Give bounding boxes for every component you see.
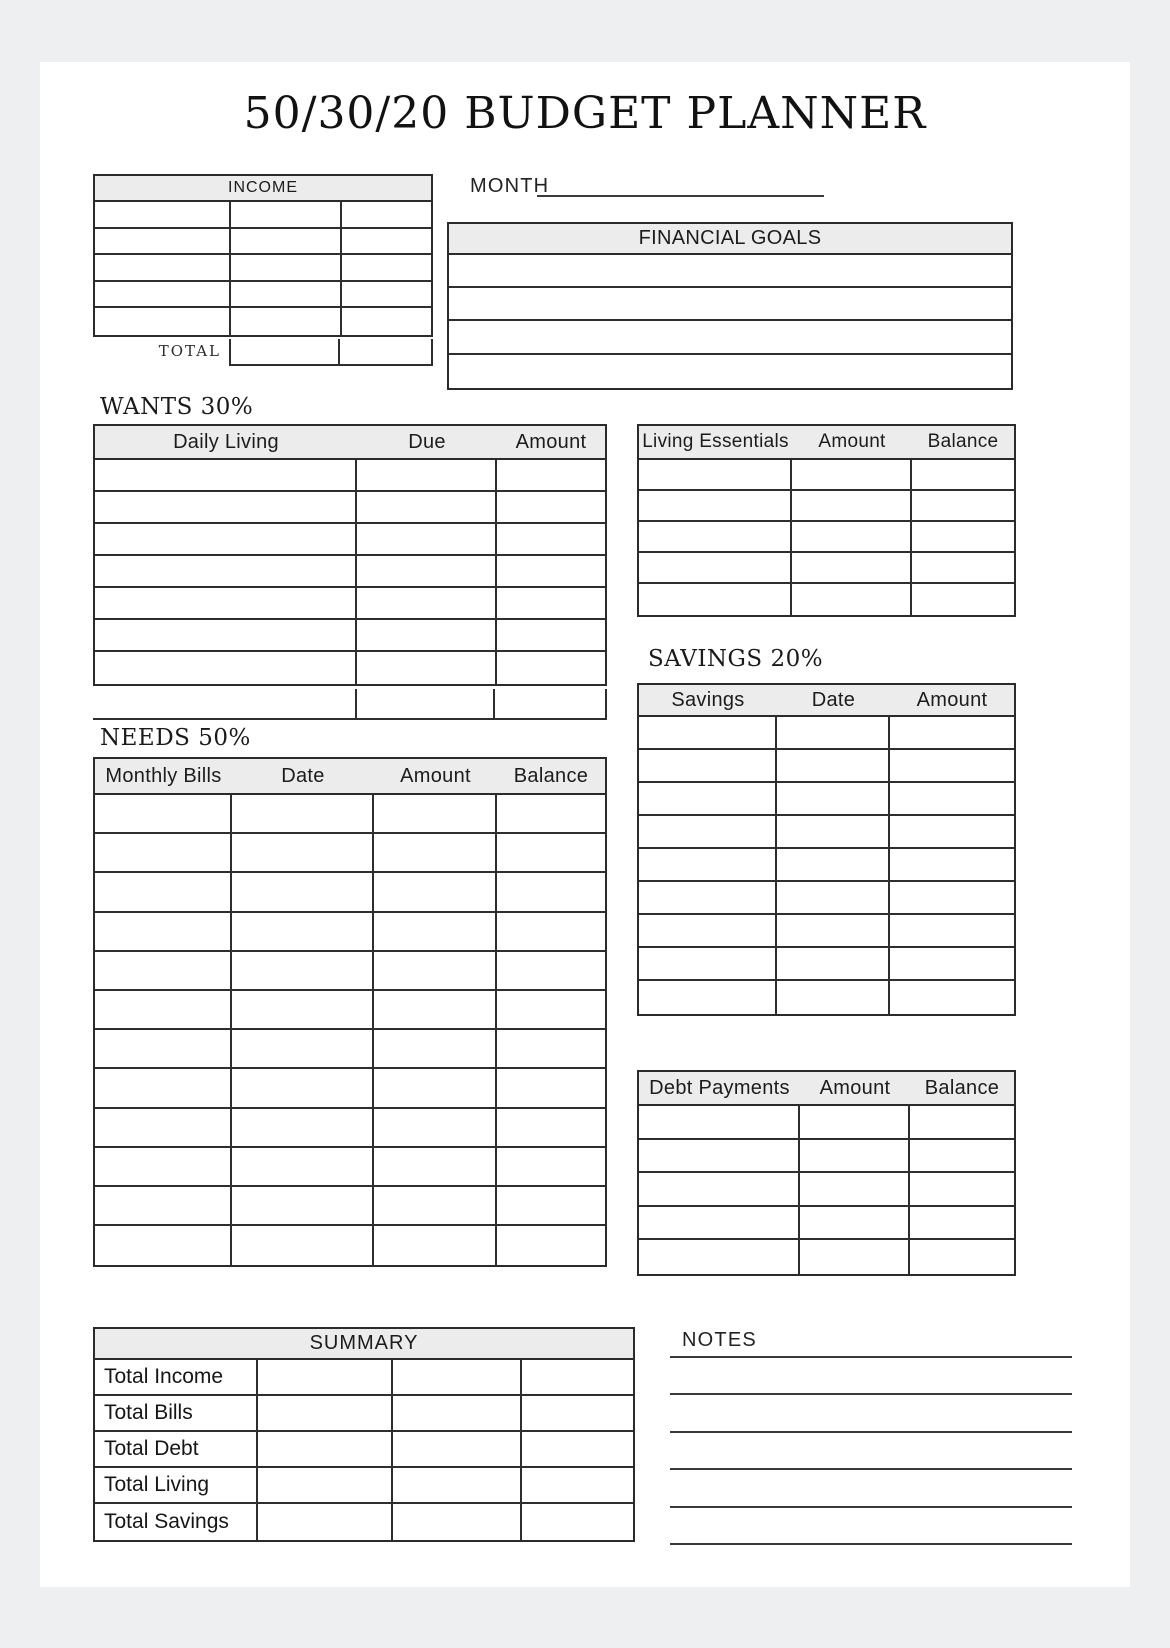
needs-section-heading: NEEDS 50% — [100, 725, 251, 751]
savings-table-header — [639, 685, 1014, 717]
empty-cell — [355, 689, 495, 718]
empty-cell — [258, 1432, 393, 1466]
table-row — [639, 1140, 1014, 1174]
empty-cell — [95, 652, 357, 684]
empty-cell — [497, 1069, 605, 1106]
column-header: Due — [408, 430, 446, 453]
table-row — [639, 882, 1014, 915]
empty-cell — [258, 1468, 393, 1502]
table-row — [639, 915, 1014, 948]
empty-cell — [374, 795, 497, 832]
table-row — [639, 1207, 1014, 1241]
empty-cell — [792, 584, 912, 615]
table-row — [95, 1109, 605, 1148]
empty-cell — [95, 1187, 232, 1224]
empty-cell — [639, 522, 792, 551]
empty-cell — [639, 460, 792, 489]
empty-cell — [393, 1360, 522, 1394]
empty-cell — [374, 1069, 497, 1106]
empty-cell — [357, 524, 497, 554]
empty-cell — [229, 339, 340, 366]
empty-cell — [497, 524, 605, 554]
empty-cell — [95, 1148, 232, 1185]
table-row — [95, 652, 605, 684]
table-row — [639, 750, 1014, 783]
empty-cell — [374, 1148, 497, 1185]
income-total-label: TOTAL — [158, 342, 221, 360]
table-row — [95, 255, 431, 282]
table-row — [639, 491, 1014, 522]
empty-cell — [231, 255, 342, 280]
empty-cell — [258, 1504, 393, 1540]
empty-cell — [232, 834, 374, 871]
notes-label: NOTES — [682, 1329, 757, 1351]
table-row — [95, 873, 605, 912]
empty-cell — [522, 1504, 633, 1540]
table-row — [449, 321, 1011, 354]
empty-cell — [374, 1030, 497, 1067]
empty-cell — [232, 1069, 374, 1106]
empty-cell — [393, 1432, 522, 1466]
table-row — [449, 255, 1011, 288]
empty-cell — [522, 1432, 633, 1466]
empty-cell — [777, 981, 890, 1014]
debt-payments-body — [639, 1106, 1014, 1274]
empty-cell — [374, 991, 497, 1028]
empty-cell — [95, 952, 232, 989]
table-row — [95, 1187, 605, 1226]
empty-cell — [910, 1207, 1014, 1239]
empty-cell — [910, 1140, 1014, 1172]
empty-cell — [497, 620, 605, 650]
empty-cell — [95, 556, 357, 586]
empty-cell — [792, 522, 912, 551]
column-header: Date — [811, 688, 856, 711]
empty-cell — [522, 1468, 633, 1502]
table-row — [95, 1504, 633, 1540]
empty-cell — [231, 229, 342, 254]
empty-cell — [95, 229, 231, 254]
empty-cell — [639, 1240, 800, 1274]
column-header: Balance — [927, 431, 999, 452]
empty-cell — [374, 834, 497, 871]
table-row — [95, 952, 605, 991]
empty-cell — [374, 873, 497, 910]
empty-cell — [374, 1109, 497, 1146]
empty-cell — [357, 556, 497, 586]
empty-cell — [232, 952, 374, 989]
empty-cell — [449, 321, 1011, 352]
empty-cell — [639, 491, 792, 520]
empty-cell — [912, 553, 1014, 582]
empty-cell — [639, 1140, 800, 1172]
planner-page — [40, 62, 1130, 1587]
empty-cell — [522, 1396, 633, 1430]
empty-cell — [800, 1207, 910, 1239]
table-row — [639, 717, 1014, 750]
empty-cell — [495, 689, 607, 718]
empty-cell — [258, 1396, 393, 1430]
empty-cell — [497, 1109, 605, 1146]
empty-cell — [639, 1106, 800, 1138]
living-essentials-body — [639, 460, 1014, 615]
empty-cell — [95, 913, 232, 950]
column-header: Date — [281, 764, 325, 787]
empty-cell — [231, 202, 342, 227]
page-title: 50/30/20 BUDGET PLANNER — [243, 88, 927, 139]
table-row — [449, 355, 1011, 388]
empty-cell — [910, 1173, 1014, 1205]
empty-cell — [912, 522, 1014, 551]
table-row — [95, 229, 431, 256]
empty-cell — [497, 460, 605, 490]
empty-cell — [497, 492, 605, 522]
empty-cell — [374, 952, 497, 989]
notes-ruled-lines — [670, 1358, 1072, 1545]
table-row — [95, 1148, 605, 1187]
table-row — [95, 1360, 633, 1396]
empty-cell — [231, 308, 342, 335]
empty-cell — [777, 816, 890, 847]
empty-cell — [357, 492, 497, 522]
table-row — [95, 834, 605, 873]
empty-cell — [792, 553, 912, 582]
column-header: Amount — [819, 1076, 891, 1099]
empty-cell — [800, 1106, 910, 1138]
wants-table — [93, 424, 607, 686]
empty-cell — [639, 783, 777, 814]
empty-cell — [639, 553, 792, 582]
summary-table — [93, 1327, 635, 1542]
empty-cell — [231, 282, 342, 307]
empty-cell — [639, 882, 777, 913]
table-row — [95, 308, 431, 335]
empty-cell — [232, 1109, 374, 1146]
empty-cell — [800, 1240, 910, 1274]
table-row — [95, 991, 605, 1030]
summary-header-label: SUMMARY — [309, 1332, 419, 1354]
table-row — [639, 460, 1014, 491]
empty-cell — [95, 255, 231, 280]
empty-cell — [232, 795, 374, 832]
wants-section-heading: WANTS 30% — [100, 394, 254, 420]
month-label: MONTH — [470, 175, 550, 197]
needs-table-body — [95, 795, 605, 1265]
table-row — [95, 492, 605, 524]
empty-cell — [800, 1173, 910, 1205]
notes-blank-line — [670, 1395, 1072, 1432]
summary-row-label: Total Debt — [95, 1432, 258, 1466]
empty-cell — [342, 308, 431, 335]
empty-cell — [497, 952, 605, 989]
summary-row-label: Total Bills — [95, 1396, 258, 1430]
table-row — [95, 588, 605, 620]
empty-cell — [374, 913, 497, 950]
month-blank-line — [537, 195, 824, 197]
empty-cell — [393, 1396, 522, 1430]
empty-cell — [497, 834, 605, 871]
table-row — [95, 202, 431, 229]
table-row — [639, 1240, 1014, 1274]
empty-cell — [449, 355, 1011, 388]
empty-cell — [497, 1030, 605, 1067]
table-row — [449, 288, 1011, 321]
empty-cell — [95, 1226, 232, 1265]
summary-table-header — [95, 1329, 633, 1360]
empty-cell — [232, 873, 374, 910]
empty-cell — [912, 491, 1014, 520]
column-header: Balance — [513, 764, 589, 787]
table-row — [95, 556, 605, 588]
empty-cell — [639, 584, 792, 615]
empty-cell — [497, 991, 605, 1028]
empty-cell — [374, 1226, 497, 1265]
empty-cell — [497, 873, 605, 910]
empty-cell — [890, 750, 1014, 781]
empty-cell — [639, 849, 777, 880]
empty-cell — [890, 981, 1014, 1014]
living-essentials-header — [639, 426, 1014, 460]
empty-cell — [890, 849, 1014, 880]
income-table-header — [95, 176, 431, 202]
empty-cell — [497, 556, 605, 586]
column-header: Amount — [916, 688, 988, 711]
empty-cell — [639, 981, 777, 1014]
needs-table — [93, 757, 607, 1267]
empty-cell — [777, 849, 890, 880]
empty-cell — [95, 1030, 232, 1067]
living-essentials-table — [637, 424, 1016, 617]
empty-cell — [232, 1187, 374, 1224]
financial-goals-table — [447, 222, 1013, 390]
table-row — [639, 849, 1014, 882]
table-row — [95, 460, 605, 492]
empty-cell — [910, 1106, 1014, 1138]
income-table-body — [95, 202, 431, 335]
empty-cell — [639, 717, 777, 748]
table-row — [639, 816, 1014, 849]
empty-cell — [374, 1187, 497, 1224]
empty-cell — [393, 1504, 522, 1540]
notes-blank-line — [670, 1433, 1072, 1470]
empty-cell — [497, 1226, 605, 1265]
empty-cell — [95, 991, 232, 1028]
empty-cell — [95, 282, 231, 307]
empty-cell — [522, 1360, 633, 1394]
empty-cell — [890, 882, 1014, 913]
empty-cell — [639, 915, 777, 946]
income-table — [93, 174, 433, 337]
empty-cell — [497, 588, 605, 618]
column-header: Amount — [515, 430, 587, 453]
income-total-row — [93, 339, 433, 366]
empty-cell — [639, 750, 777, 781]
empty-cell — [777, 750, 890, 781]
debt-payments-header — [639, 1072, 1014, 1106]
empty-cell — [95, 492, 357, 522]
table-row — [639, 1173, 1014, 1207]
table-row — [95, 1030, 605, 1069]
empty-cell — [792, 491, 912, 520]
empty-cell — [497, 795, 605, 832]
empty-cell — [232, 991, 374, 1028]
empty-cell — [232, 1148, 374, 1185]
debt-payments-table — [637, 1070, 1016, 1276]
column-header: Living Essentials — [642, 431, 789, 452]
empty-cell — [777, 717, 890, 748]
empty-cell — [95, 1069, 232, 1106]
empty-cell — [95, 308, 231, 335]
empty-cell — [342, 282, 431, 307]
empty-cell — [357, 460, 497, 490]
table-row — [639, 522, 1014, 553]
column-header: Amount — [818, 431, 886, 452]
table-row — [639, 783, 1014, 816]
empty-cell — [342, 229, 431, 254]
table-row — [95, 1396, 633, 1432]
savings-table-body — [639, 717, 1014, 1014]
needs-table-header — [95, 759, 605, 795]
summary-row-label: Total Savings — [95, 1504, 258, 1540]
notes-blank-line — [670, 1508, 1072, 1545]
notes-blank-line — [670, 1358, 1072, 1395]
table-row — [639, 553, 1014, 584]
empty-cell — [777, 783, 890, 814]
empty-cell — [357, 620, 497, 650]
empty-cell — [890, 948, 1014, 979]
empty-cell — [95, 873, 232, 910]
table-row — [639, 981, 1014, 1014]
table-row — [639, 584, 1014, 615]
empty-cell — [639, 1207, 800, 1239]
column-header: Monthly Bills — [105, 764, 222, 787]
table-row — [95, 913, 605, 952]
wants-table-body — [95, 460, 605, 684]
empty-cell — [792, 460, 912, 489]
empty-cell — [800, 1140, 910, 1172]
financial-goals-header-label: FINANCIAL GOALS — [638, 227, 822, 249]
column-header: Balance — [924, 1076, 1000, 1099]
financial-goals-body — [449, 255, 1011, 388]
empty-cell — [777, 948, 890, 979]
empty-cell — [232, 1030, 374, 1067]
empty-cell — [890, 915, 1014, 946]
empty-cell — [340, 339, 433, 366]
empty-cell — [777, 882, 890, 913]
table-row — [639, 948, 1014, 981]
wants-table-header — [95, 426, 605, 460]
empty-cell — [497, 1187, 605, 1224]
empty-cell — [497, 652, 605, 684]
table-row — [95, 524, 605, 556]
empty-cell — [449, 255, 1011, 286]
empty-cell — [890, 816, 1014, 847]
empty-cell — [95, 834, 232, 871]
summary-row-label: Total Income — [95, 1360, 258, 1394]
empty-cell — [890, 783, 1014, 814]
table-row — [95, 1432, 633, 1468]
wants-overflow-row — [93, 689, 607, 720]
table-row — [639, 1106, 1014, 1140]
empty-cell — [232, 913, 374, 950]
empty-cell — [912, 460, 1014, 489]
table-row — [95, 795, 605, 834]
empty-cell — [95, 1109, 232, 1146]
column-header: Amount — [400, 764, 471, 787]
empty-cell — [95, 588, 357, 618]
empty-cell — [357, 652, 497, 684]
empty-cell — [639, 948, 777, 979]
empty-cell — [95, 202, 231, 227]
notes-blank-line — [670, 1470, 1072, 1507]
empty-cell — [639, 816, 777, 847]
empty-cell — [258, 1360, 393, 1394]
column-header: Debt Payments — [649, 1076, 790, 1099]
income-header-label: INCOME — [228, 179, 298, 196]
empty-cell — [910, 1240, 1014, 1274]
empty-cell — [357, 588, 497, 618]
empty-cell — [93, 689, 355, 718]
table-row — [95, 1226, 605, 1265]
empty-cell — [449, 288, 1011, 319]
empty-cell — [95, 524, 357, 554]
table-row — [95, 1468, 633, 1504]
savings-table — [637, 683, 1016, 1016]
empty-cell — [393, 1468, 522, 1502]
empty-cell — [95, 795, 232, 832]
column-header: Daily Living — [173, 430, 279, 453]
empty-cell — [95, 460, 357, 490]
table-row — [95, 282, 431, 309]
empty-cell — [342, 255, 431, 280]
empty-cell — [912, 584, 1014, 615]
empty-cell — [777, 915, 890, 946]
summary-table-body — [95, 1360, 633, 1540]
empty-cell — [232, 1226, 374, 1265]
table-row — [95, 1069, 605, 1108]
summary-row-label: Total Living — [95, 1468, 258, 1502]
empty-cell — [890, 717, 1014, 748]
table-row — [95, 620, 605, 652]
empty-cell — [497, 913, 605, 950]
financial-goals-header — [449, 224, 1011, 255]
savings-section-heading: SAVINGS 20% — [648, 646, 824, 672]
column-header: Savings — [671, 688, 745, 711]
empty-cell — [342, 202, 431, 227]
empty-cell — [95, 620, 357, 650]
empty-cell — [497, 1148, 605, 1185]
empty-cell — [639, 1173, 800, 1205]
